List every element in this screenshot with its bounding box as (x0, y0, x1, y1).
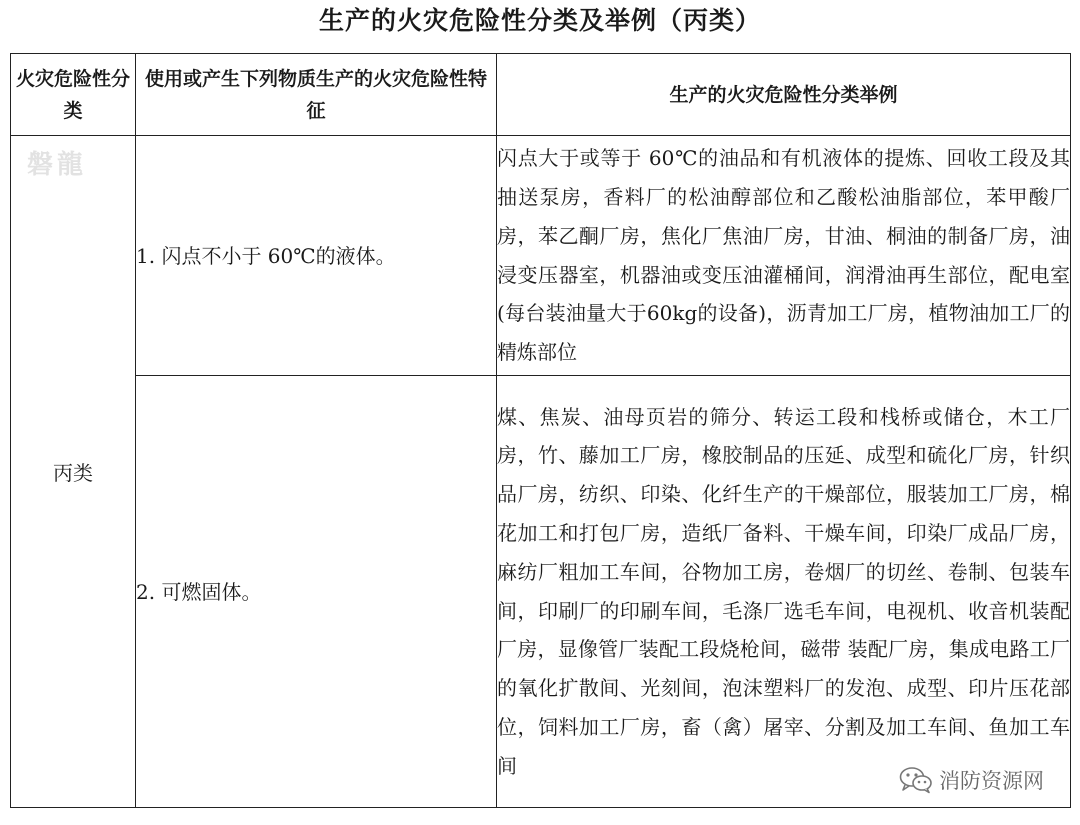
source-label: 消防资源网 (939, 769, 1044, 793)
example-cell: 煤、焦炭、油母页岩的筛分、转运工段和栈桥或储仓，木工厂房，竹、藤加工厂房，橡胶制品的压延、成型和硫化厂房，针织品厂房，纺织、印染、化纤生产的干燥部位，服装加工厂房，棉花加工和打包厂房，造纸厂备料、干燥车间，印染厂成品厂房，麻纺厂粗加工车间，谷物加工房，卷烟厂的切丝、卷制、包装车间，印刷厂的印刷车间，毛涤厂选毛车间，电视机、收音机装配厂房，显像管厂装配工段烧枪间，磁带 装配厂房，集成电路工厂的氧化扩散间、光刻间，泡沫塑料厂的发泡、成型、印片压花部位，饲料加工厂房，畜（禽）屠宰、分割及加工车间、鱼加工车间 (497, 376, 1071, 808)
category-cell (11, 136, 136, 808)
table-row (11, 376, 1071, 808)
header-feature: 使用或产生下列物质生产的火灾危险性特征 (136, 54, 497, 136)
category-label: 丙类 (53, 461, 93, 485)
table-row (11, 136, 1071, 376)
feature-cell: 1. 闪点不小于 60℃的液体。 (136, 136, 497, 376)
header-category: 火灾危险性分类 (11, 54, 136, 136)
page-title: 生产的火灾危险性分类及举例（丙类） (318, 6, 761, 35)
wechat-icon (899, 766, 933, 794)
source-watermark (897, 765, 1046, 795)
example-cell: 闪点大于或等于 60℃的油品和有机液体的提炼、回收工段及其抽送泵房，香料厂的松油醇部位和乙酸松油脂部位，苯甲酸厂房，苯乙酮厂房，焦化厂焦油厂房，甘油、桐油的制备厂房，油浸变压器室，机器油或变压油灌桶间，润滑油再生部位，配电室(每台装油量大于60kg的设备)，沥青加工厂房，植物油加工厂的精炼部位 (497, 136, 1071, 376)
feature-cell: 2. 可燃固体。 (136, 376, 497, 808)
header-example: 生产的火灾危险性分类举例 (497, 54, 1071, 136)
table-header-row (11, 54, 1071, 136)
watermark-logo: 磐龍 (27, 150, 88, 180)
fire-hazard-table (10, 53, 1071, 808)
